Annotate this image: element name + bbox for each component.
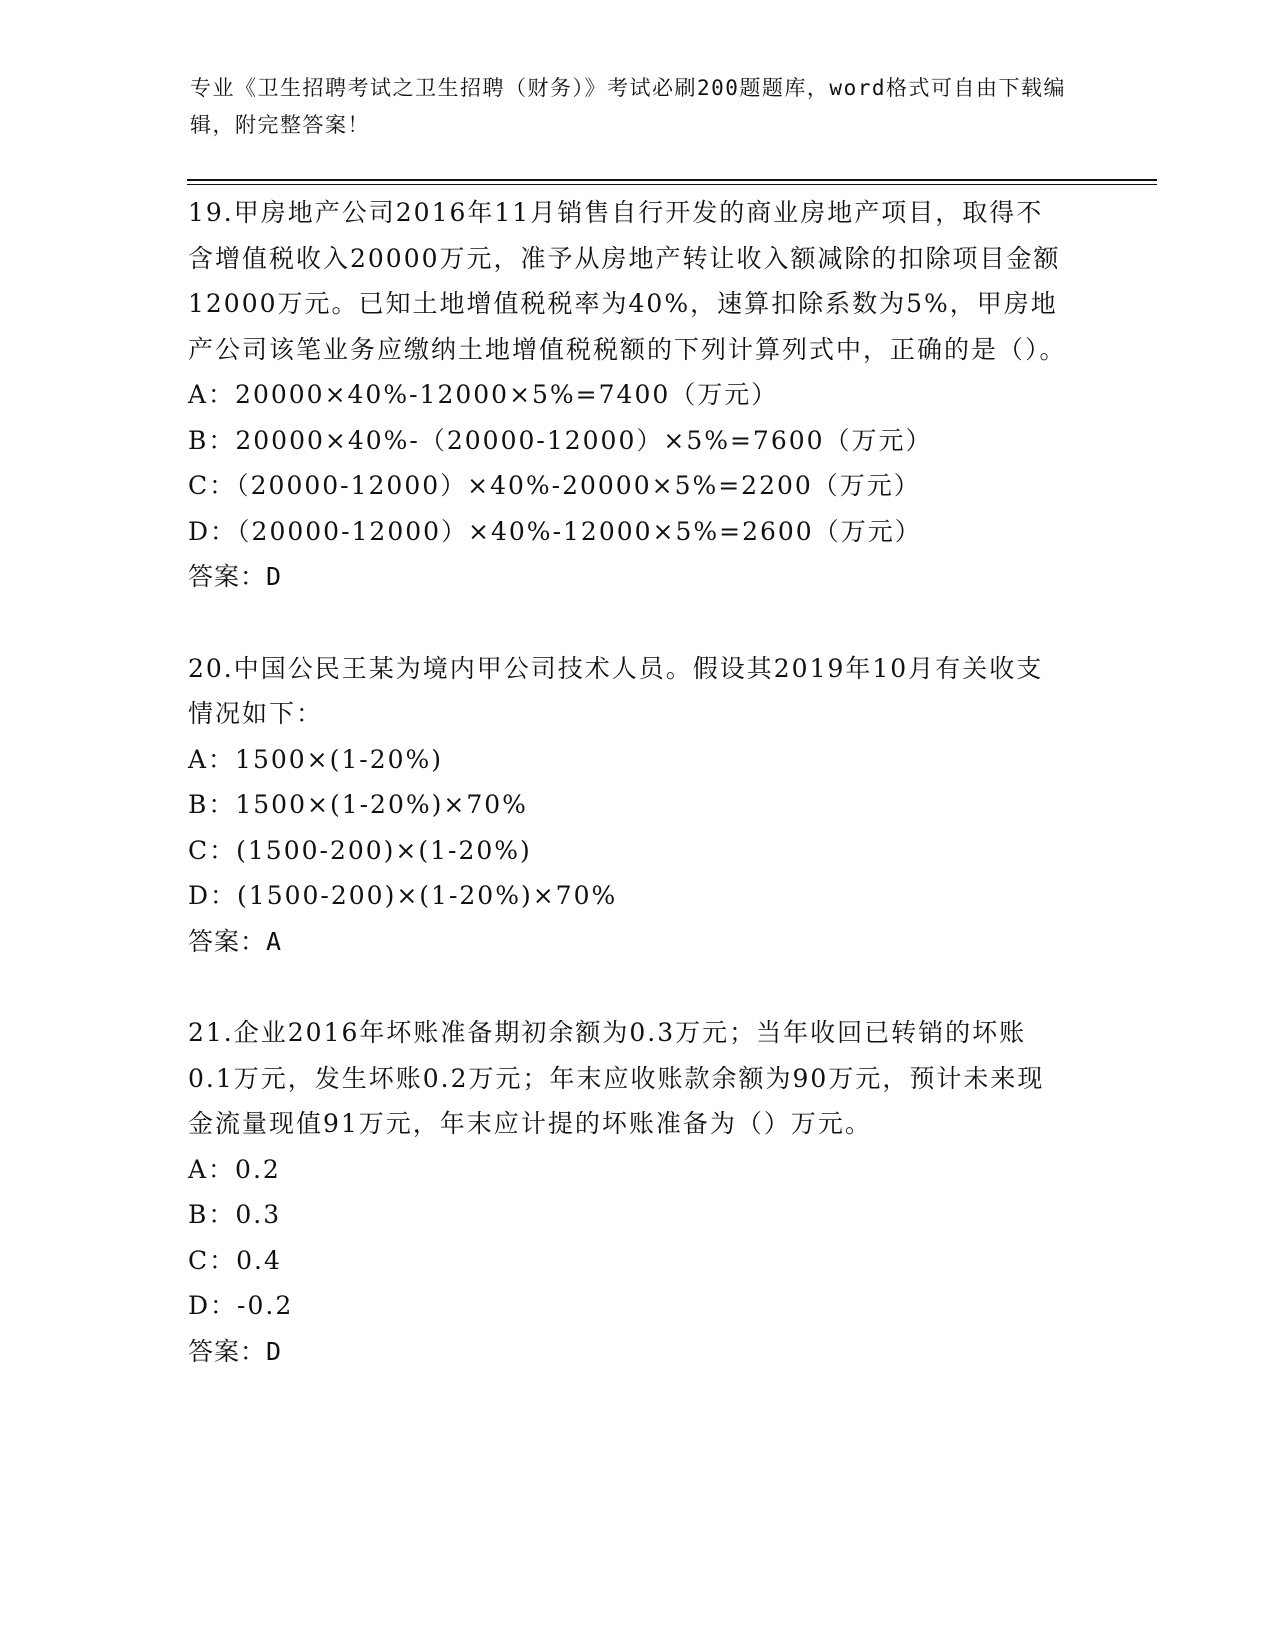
answer-label: 答案： [188,1336,267,1366]
option-b: B：1500×(1-20%)×70% [188,790,528,819]
question-list [188,190,1088,1374]
option-a: A：0.2 [188,1154,281,1184]
answer-label: 答案： [188,926,267,956]
question-stem: 19.甲房地产公司2016年11月销售自行开发的商业房地产项目，取得不含增值税收入20000万元，准予从房地产转让收入额减除的扣除项目金额12000万元。已知土地增值税税率为40%，速算扣除系数为5%，甲房地产公司该笔业务应缴纳土地增值税税额的下列计算列式中，正确的是（）。 [188,198,1067,364]
answer-value: D [266,562,283,591]
option-a: A：1500×(1-20%) [188,744,444,774]
document-header [190,70,1070,144]
option-c: C：0.4 [188,1245,282,1275]
answer-line [188,554,1088,600]
answer-value: A [266,926,283,956]
option-d: D：-0.2 [188,1291,294,1320]
option-b: B：0.3 [188,1200,282,1229]
header-divider-thin [187,184,1157,185]
answer-line [188,919,1088,965]
answer-line [188,1329,1088,1375]
option-d: D：(1500-200)×(1-20%)×70% [188,881,618,910]
header-divider-thick [187,179,1157,181]
option-c: C：（20000-12000）×40%-20000×5%=2200（万元） [188,471,921,500]
question-20 [188,646,1088,965]
option-c: C：(1500-200)×(1-20%) [188,835,532,865]
option-a: A：20000×40%-12000×5%=7400（万元） [188,380,779,409]
question-19 [188,190,1088,600]
answer-label: 答案： [188,562,267,591]
answer-value: D [266,1336,283,1366]
question-stem: 21.企业2016年坏账准备期初余额为0.3万元；当年收回已转销的坏账0.1万元，发生坏账0.2万元；年末应收账款余额为90万元，预计未来现金流量现值91万元，年末应计提的坏账准备为（）万元。 [188,1018,1045,1138]
question-21 [188,1010,1088,1374]
header-text: 专业《卫生招聘考试之卫生招聘（财务）》考试必刷200题题库，word格式可自由下载编辑，附完整答案！ [190,76,1066,137]
question-stem: 20.中国公民王某为境内甲公司技术人员。假设其2019年10月有关收支情况如下： [188,653,1044,728]
option-b: B：20000×40%-（20000-12000）×5%=7600（万元） [188,425,933,455]
option-d: D：（20000-12000）×40%-12000×5%=2600（万元） [188,516,922,546]
